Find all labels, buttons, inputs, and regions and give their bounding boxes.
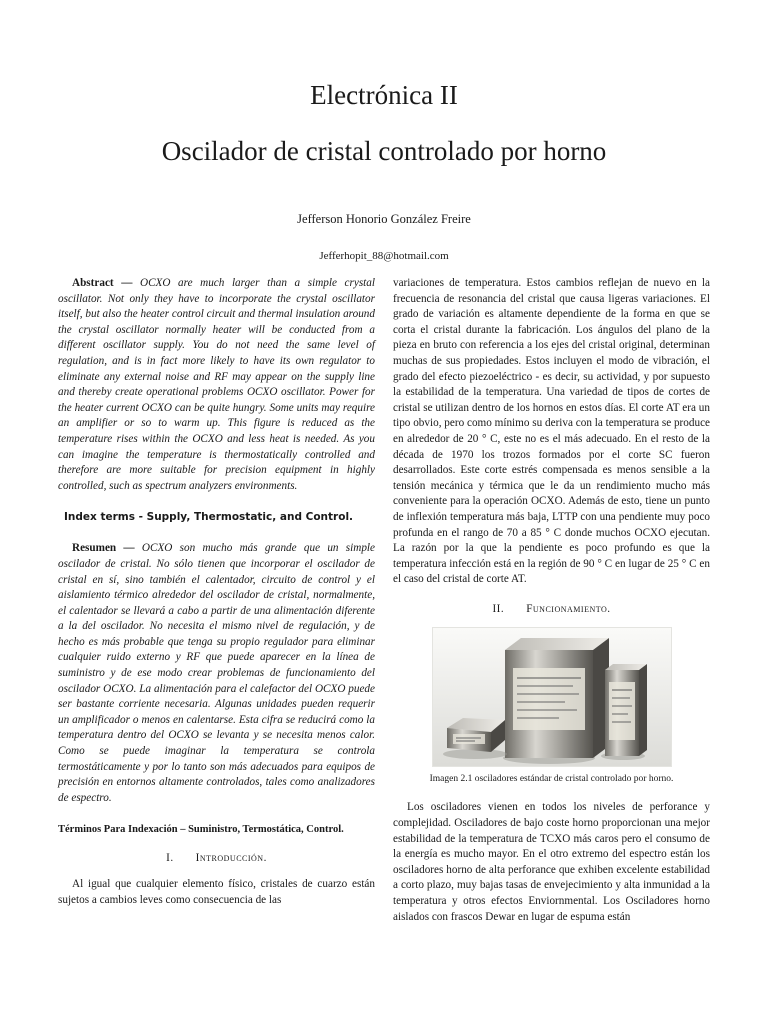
- resumen-text: OCXO son mucho más grande que un simple oscilador de cristal. No sólo tienen que incorporar el oscilador de cristal en sí, sino también el calentador, circuito de control y el aislamiento térmico alrededor del oscilador de cristal, normalmente, el calentador se llevará a cabo a partir de una alimentación diferente a la del oscilador. No necesita el mismo nivel de regulación, y de hecho es más probable que tenga su propio regulador para eliminar cualquier ruido externo y RF que puede aparecer en la línea de suministro y de ese modo crear problemas de funcionamiento del oscilador OCXO. La alimentación para el calefactor del OCXO puede ser bastante corriente necesaria. Algunas unidades pueden requerir un amplificador o menos en calentarse. Esta cifra se reducirá como la temperatura dentro del OCXO se levanta y se necesita menos calor. Como se puede imaginar la temperatura se controla termostáticamente y por lo tanto son más adecuados para equipos de precisión en entornos altamente controlados, tales como analizadores de espectro.: [58, 542, 376, 804]
- resumen-paragraph: [58, 541, 375, 806]
- intro-paragraph: Al igual que cualquier elemento físico, cristales de cuarzo están sujetos a cambios leves como consecuencia de las: [58, 878, 375, 906]
- index-terms: Index terms - Supply, Thermostatic, and Control.: [64, 511, 354, 524]
- section-1-number: I.: [166, 852, 174, 865]
- paper-title: Oscilador de cristal controlado por horno: [161, 136, 607, 166]
- ocxo-illustration: [433, 628, 671, 766]
- author-name: Jefferson Honorio González Freire: [297, 212, 471, 226]
- section-2-number: II.: [492, 602, 505, 615]
- resumen-label: Resumen —: [72, 542, 135, 555]
- section-1-heading: [58, 851, 375, 867]
- section-2-heading: [393, 602, 710, 618]
- right-column: [393, 276, 710, 925]
- abstract-paragraph: [58, 276, 375, 494]
- course-name: Electrónica II: [310, 80, 458, 110]
- left-column: [58, 276, 375, 908]
- abstract-text: OCXO are much larger than a simple crystal oscillator. Not only they have to incorporate the crystal oscillator itself, but also the heater control circuit and thermal insulation around the crystal oscillator normally heater will be conducted from a different oscillator supply. You do not need the same level of regulation, and is in fact more likely to have its own regulator to eliminate any external noise and RF may appear on the supply line and thereby create operational problems OCXO oscillator. Power for the heater current OCXO can be quite hungry. Some units may require an amplifier or so to warm up. This figure is reduced as the temperature rises within the OCXO and less heat is needed. As you can imagine the temperature is thermostatically controlled and therefore are more suitable for precision equipment in highly controlled, such as spectrum analyzers environments.: [58, 277, 375, 492]
- section-1-title: Introducción.: [195, 852, 267, 865]
- author-email[interactable]: Jefferhopit_88@hotmail.com: [319, 250, 449, 262]
- funcionamiento-paragraph: Los osciladores vienen en todos los niveles de perforance y complejidad. Osciladores de bajo coste horno proporcionan una mejor estabilidad de la temperatura de TCXO más caros pero el consumo de la energía es mucho mayor. En el otro extremo del espectro están los osciladores horno de alta perforance que exhiben excelente estabilidad a corto plazo, muy bajas tasas de envejecimiento y alta inmunidad a la temperatura y otros efectos Enviornmental. Los Osciladores horno aislados con frascos Dewar en lugar de espuma están: [393, 801, 710, 923]
- abstract-label: Abstract —: [72, 277, 133, 289]
- ocxo-photo: [432, 627, 672, 767]
- terminos-indexacion: Términos Para Indexación – Suministro, Termostática, Control.: [58, 824, 344, 836]
- figure-caption: Imagen 2.1 osciladores estándar de cristal controlado por horno.: [429, 774, 674, 785]
- section-2-title: Funcionamiento.: [526, 602, 611, 615]
- crystal-cut-paragraph: variaciones de temperatura. Estos cambios reflejan de nuevo en la frecuencia de resonancia del cristal que causa ligeras variaciones. El grado de variación es altamente dependiente de la forma en que se corta el cristal durante la fabricación. Los ángulos del plano de la pieza en bruto con referencia a los ejes del cristal original, determinan muchas de sus propiedades. Estos incluyen el modo de vibración, el grado del efecto piezoeléctrico - es decir, su actividad, y por supuesto la estabilidad de la temperatura. Una variedad de tipos de cortes de cristal se utilizan dentro de los hornos en estos días. El corte AT era un tipo obvio, pero como mínimo su deriva con la temperatura se produce en alrededor de 20 ° C, este no es el más adecuado. En el resto de la década de 1970 los trozos formados por el corte SC fueron desarrollados. Este corte estrés compensada es menos sensible a la tensión mecánica y térmica que le da un rendimiento mucho más conveniente para la operación OCXO. Además de esto, tiene un punto de inflexión temperatura más baja, LTTP con una pendiente muy poco profunda en el rango de 70 a 85 ° C donde muchos OCXO ejecutan. La razón por la que la pendiente es poco profundo es que la temperatura infección está en la región de 90 ° C en lugar de 25 ° C en el caso del cristal de corte AT.: [393, 277, 710, 586]
